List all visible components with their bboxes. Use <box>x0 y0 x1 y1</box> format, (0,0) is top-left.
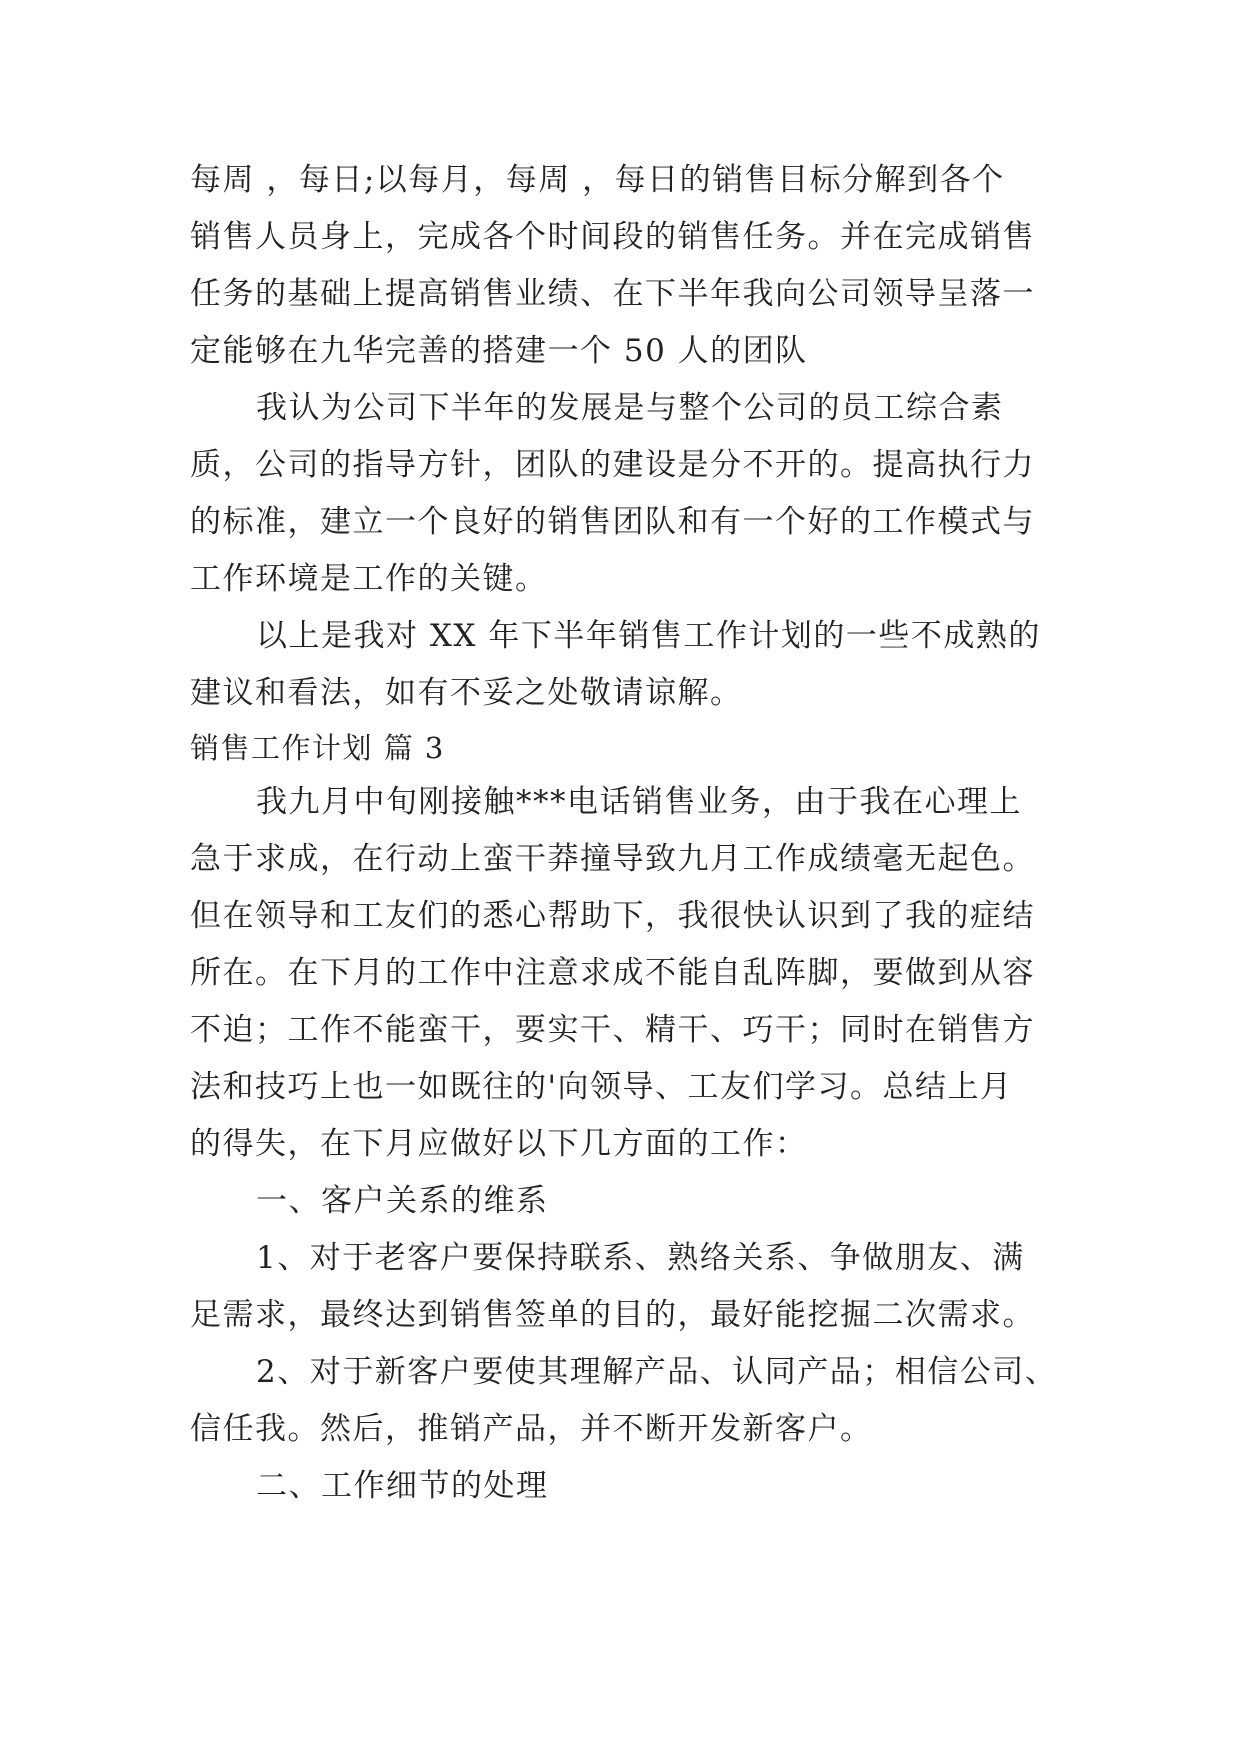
paragraph <box>190 1230 1070 1344</box>
text-line: 的得失，在下月应做好以下几方面的工作： <box>190 1126 808 1162</box>
text-line: 1、对于老客户要保持联系、熟络关系、争做朋友、满 <box>256 1240 1025 1276</box>
text-line: 一、客户关系的维系 <box>256 1183 549 1219</box>
text-line: 不迫；工作不能蛮干，要实干、精干、巧干；同时在销售方 <box>190 1012 1035 1048</box>
text-line: 销售人员身上，完成各个时间段的销售任务。并在完成销售 <box>190 219 1035 255</box>
text-line: 我九月中旬刚接触***电话销售业务，由于我在心理上 <box>256 784 1022 820</box>
text-line: 定能够在九华完善的搭建一个 50 人的团队 <box>190 333 808 369</box>
paragraph <box>190 1344 1070 1458</box>
paragraph <box>190 608 1070 722</box>
document-body <box>190 152 1070 1515</box>
text-line: 但在领导和工友们的悉心帮助下，我很快认识到了我的症结 <box>190 898 1035 934</box>
paragraph <box>190 152 1070 380</box>
text-line: 所在。在下月的工作中注意求成不能自乱阵脚，要做到从容 <box>190 955 1035 991</box>
text-line: 足需求，最终达到销售签单的目的，最好能挖掘二次需求。 <box>190 1297 1035 1333</box>
section-heading: 销售工作计划 篇 3 <box>190 731 445 765</box>
paragraph <box>190 774 1070 1173</box>
text-line: 以上是我对 XX 年下半年销售工作计划的一些不成熟的 <box>256 618 1041 654</box>
paragraph <box>190 380 1070 608</box>
text-line: 2、对于新客户要使其理解产品、认同产品；相信公司、 <box>256 1354 1058 1390</box>
subheading-paragraph <box>190 1458 1070 1515</box>
text-line: 的标准，建立一个良好的销售团队和有一个好的工作模式与 <box>190 504 1035 540</box>
text-line: 法和技巧上也一如既往的'向领导、工友们学习。总结上月 <box>190 1069 1013 1105</box>
text-line: 急于求成，在行动上蛮干莽撞导致九月工作成绩毫无起色。 <box>190 841 1035 877</box>
text-line: 质，公司的指导方针，团队的建设是分不开的。提高执行力 <box>190 447 1035 483</box>
text-line: 每周 ，每日;以每月，每周 ，每日的销售目标分解到各个 <box>190 162 1005 198</box>
text-line: 信任我。然后，推销产品，并不断开发新客户。 <box>190 1411 873 1447</box>
text-line: 工作环境是工作的关键。 <box>190 561 548 597</box>
text-line: 建议和看法，如有不妥之处敬请谅解。 <box>190 675 743 711</box>
subheading-paragraph <box>190 1173 1070 1230</box>
text-line: 我认为公司下半年的发展是与整个公司的员工综合素 <box>256 390 1004 426</box>
text-line: 任务的基础上提高销售业绩、在下半年我向公司领导呈落一 <box>190 276 1035 312</box>
text-line: 二、工作细节的处理 <box>256 1468 549 1504</box>
